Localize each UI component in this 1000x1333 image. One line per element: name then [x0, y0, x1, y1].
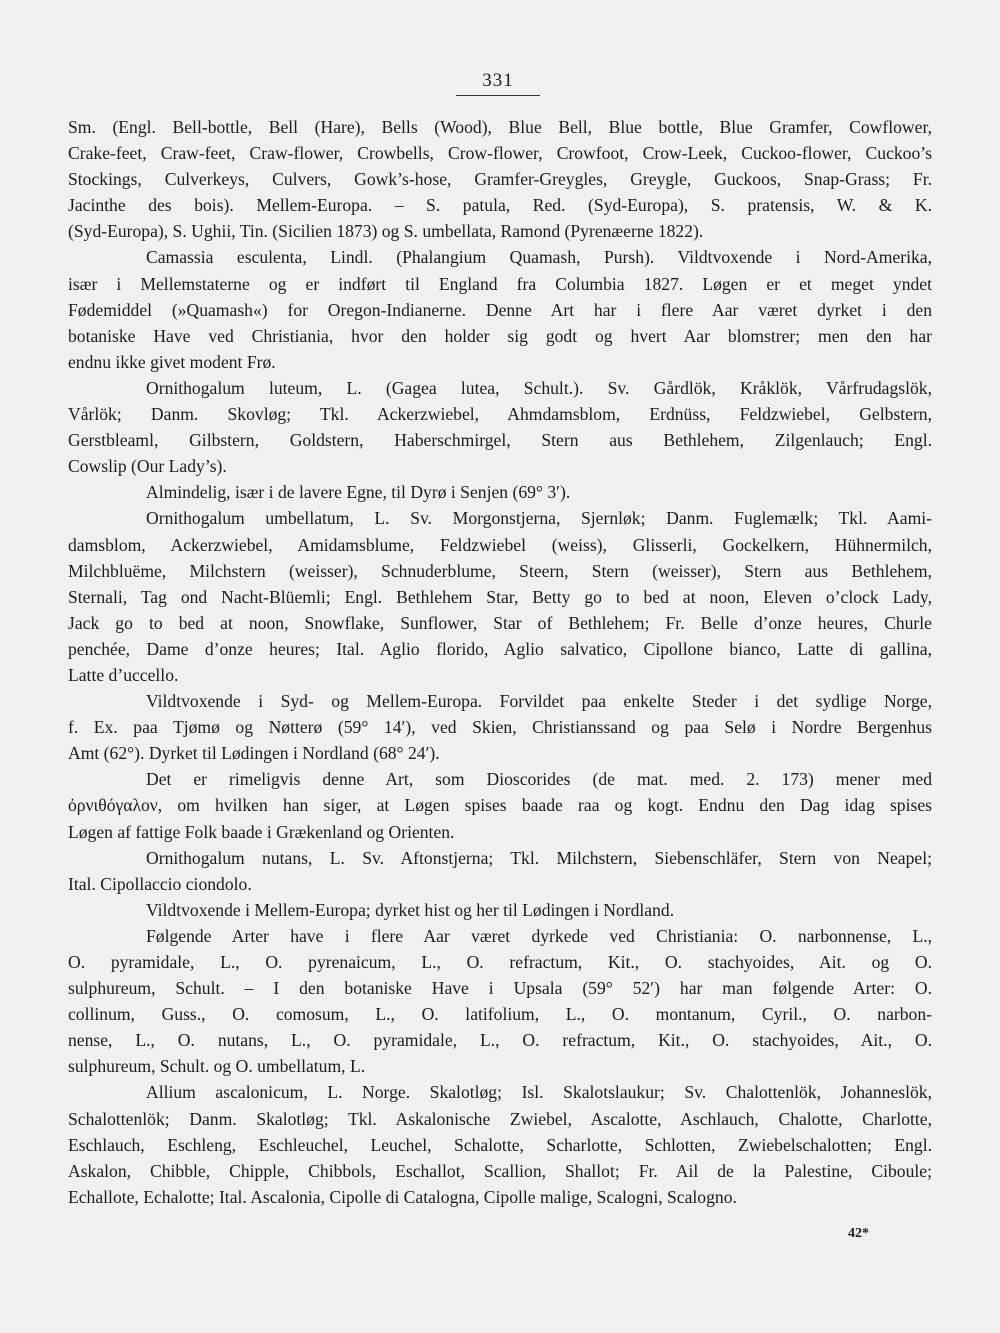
text-line: Ornithogalum umbellatum, L. Sv. Morgonstjerna, Sjernløk; Danm. Fuglemælk; Tkl. Aami- [146, 508, 932, 529]
text-line: sulphureum, Schult. – I den botaniske Have i Upsala (59° 52′) har man følgende Arter: O. [68, 978, 932, 999]
text-line: Amt (62°). Dyrket til Lødingen i Nordland (68° 24′). [68, 743, 440, 764]
text-line: collinum, Guss., O. comosum, L., O. latifolium, L., O. montanum, Cyril., O. narbon- [68, 1004, 932, 1025]
text-line: Cowslip (Our Lady’s). [68, 456, 227, 477]
text-line: (Syd-Europa), S. Ughii, Tin. (Sicilien 1873) og S. umbellata, Ramond (Pyrenæerne 1822). [68, 221, 704, 242]
text-line: Askalon, Chibble, Chipple, Chibbols, Eschallot, Scallion, Shallot; Fr. Ail de la Palestine, Ciboule; [68, 1160, 932, 1181]
text-line: damsblom, Ackerzwiebel, Amidamsblume, Feldzwiebel (weiss), Glisserli, Gockelkern, Hühnermilch, [68, 534, 932, 555]
text-line: Vildtvoxende i Mellem-Europa; dyrket hist og her til Lødingen i Nordland. [146, 899, 675, 920]
text-line: Fødemiddel (»Quamash«) for Oregon-Indianerne. Denne Art har i flere Aar været dyrket i den [68, 299, 932, 320]
text-line: Det er rimeligvis denne Art, som Dioscorides (de mat. med. 2. 173) mener med [146, 769, 932, 790]
page-number: 331 [482, 70, 514, 91]
text-line: Latte d’uccello. [68, 664, 179, 685]
text-line: sulphureum, Schult. og O. umbellatum, L. [68, 1056, 366, 1077]
text-line: Echallote, Echalotte; Ital. Ascalonia, Cipolle di Catalogna, Cipolle malige, Scalogni, Scalogno. [68, 1186, 737, 1207]
text-line: især i Mellemstaterne og er indført til England fra Columbia 1827. Løgen er et meget yndet [68, 273, 932, 294]
signature-mark: 42* [848, 1226, 869, 1241]
text-line: ὀρνιθόγαλον, om hvilken han siger, at Løgen spises baade raa og kogt. Endnu den Dag idag spises [68, 795, 932, 816]
text-line: Milchbluëme, Milchstern (weisser), Schnuderblume, Steern, Stern (weisser), Stern aus Bethlehem, [68, 560, 932, 581]
text-line: endnu ikke givet modent Frø. [68, 351, 276, 372]
text-line: Jack go to bed at noon, Snowflake, Sunflower, Star of Bethlehem; Fr. Belle d’onze heures, Churle [68, 612, 932, 633]
text-line: Vildtvoxende i Syd- og Mellem-Europa. Forvildet paa enkelte Steder i det sydlige Norge, [146, 691, 932, 712]
text-line: f. Ex. paa Tjømø og Nøtterø (59° 14′), ved Skien, Christianssand og paa Selø i Nordre Bergenhus [68, 717, 932, 738]
text-line: Gerstbleaml, Gilbstern, Goldstern, Haberschmirgel, Stern aus Bethlehem, Zilgenlauch; Engl. [68, 430, 932, 451]
text-line: Følgende Arter have i flere Aar været dyrkede ved Christiania: O. narbonnense, L., [146, 925, 932, 946]
text-line: Almindelig, især i de lavere Egne, til Dyrø i Senjen (69° 3′). [146, 482, 571, 503]
text-line: Eschlauch, Eschleng, Eschleuchel, Leuchel, Schalotte, Scharlotte, Schlotten, Zwiebelschalotten; Engl. [68, 1134, 932, 1155]
text-line: penchée, Dame d’onze heures; Ital. Aglio florido, Aglio salvatico, Cipollone bianco, Latte di gallina, [68, 638, 932, 659]
text-line: Jacinthe des bois). Mellem-Europa. – S. patula, Red. (Syd-Europa), S. pratensis, W. & K. [68, 195, 932, 216]
text-line: nense, L., O. nutans, L., O. pyramidale, L., O. refractum, Kit., O. stachyoides, Ait., O. [68, 1030, 932, 1051]
text-line: Løgen af fattige Folk baade i Grækenland og Orienten. [68, 821, 455, 842]
text-line: Schalottenlök; Danm. Skalotløg; Tkl. Askalonische Zwiebel, Ascalotte, Aschlauch, Chalotte, Charlotte, [68, 1108, 932, 1129]
text-line: Vårlök; Danm. Skovløg; Tkl. Ackerzwiebel, Ahmdamsblom, Erdnüss, Feldzwiebel, Gelbstern, [68, 404, 932, 425]
body-text [68, 114, 932, 1210]
text-line: Camassia esculenta, Lindl. (Phalangium Quamash, Pursh). Vildtvoxende i Nord-Amerika, [146, 247, 932, 268]
header-rule [456, 95, 540, 96]
text-line: Stockings, Culverkeys, Culvers, Gowk’s-hose, Gramfer-Greygles, Greygle, Guckoos, Snap-Grass; Fr. [68, 169, 932, 190]
text-line: Sternali, Tag ond Nacht-Blüemli; Engl. Bethlehem Star, Betty go to bed at noon, Eleven o’clock Lady, [68, 586, 932, 607]
text-line: Ornithogalum nutans, L. Sv. Aftonstjerna; Tkl. Milchstern, Siebenschläfer, Stern von Neapel; [146, 847, 932, 868]
text-line: O. pyramidale, L., O. pyrenaicum, L., O. refractum, Kit., O. stachyoides, Ait. og O. [68, 952, 932, 972]
text-line: Ornithogalum luteum, L. (Gagea lutea, Schult.). Sv. Gårdlök, Kråklök, Vårfrudagslök, [146, 377, 932, 398]
text-line: Ital. Cipollaccio ciondolo. [68, 873, 252, 894]
text-line: Sm. (Engl. Bell-bottle, Bell (Hare), Bells (Wood), Blue Bell, Blue bottle, Blue Gramfer, Cowflower, [68, 117, 932, 137]
text-line: Crake-feet, Craw-feet, Craw-flower, Crowbells, Crow-flower, Crowfoot, Crow-Leek, Cuckoo-flower, Cuckoo’s [68, 143, 932, 164]
text-line: botaniske Have ved Christiania, hvor den holder sig godt og hvert Aar blomstrer; men den har [68, 325, 932, 346]
text-line: Allium ascalonicum, L. Norge. Skalotløg; Isl. Skalotslaukur; Sv. Chalottenlök, Johanneslök, [146, 1082, 932, 1103]
